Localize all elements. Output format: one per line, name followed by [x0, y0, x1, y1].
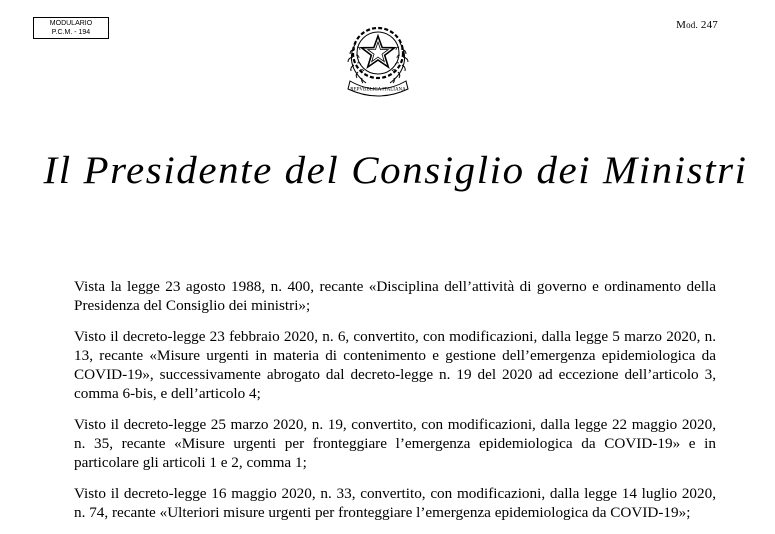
paragraph: Vista la legge 23 agosto 1988, n. 400, recante «Disciplina dell’attività di governo e ordinamento della Presidenza del Consiglio dei ministri»;: [74, 278, 716, 314]
modulario-label: MODULARIO: [49, 20, 93, 27]
modulario-box: [33, 17, 109, 39]
document-body: [74, 277, 716, 534]
paragraph: Visto il decreto-legge 16 maggio 2020, n. 33, convertito, con modificazioni, dalla legge 14 luglio 2020, n. 74, recante «Ulteriori misure urgenti per fronteggiare l’emergenza epidemiologica da COVID-19»;: [74, 485, 716, 521]
form-number: [676, 19, 718, 31]
form-number-value: 247: [700, 19, 718, 31]
form-number-prefix-rest: od.: [686, 20, 698, 30]
paragraph: Visto il decreto-legge 25 marzo 2020, n. 19, convertito, con modificazioni, dalla legge 22 maggio 2020, n. 35, recante «Misure urgenti per fronteggiare l’emergenza epidemiologica da COVID-19» e in particolare gli articoli 1 e 2, comma 1;: [74, 416, 716, 471]
form-number-prefix: M: [676, 19, 687, 31]
modulario-code: P.C.M. - 194: [51, 29, 91, 36]
paragraph: Visto il decreto-legge 23 febbraio 2020, n. 6, convertito, con modificazioni, dalla legge 5 marzo 2020, n. 13, recante «Misure urgenti in materia di contenimento e gestione dell’emergenza epidemiologica da COVID-19», successivamente abrogato dal decreto-legge n. 19 del 2020 ad eccezione dell’articolo 3, comma 6-bis, e dell’articolo 4;: [74, 328, 716, 402]
document-heading: Il Presidente del Consiglio dei Ministri: [43, 149, 748, 192]
emblem-ribbon-text: REPVBBLICA ITALIANA: [350, 87, 406, 93]
italian-republic-emblem-icon: [336, 17, 421, 97]
